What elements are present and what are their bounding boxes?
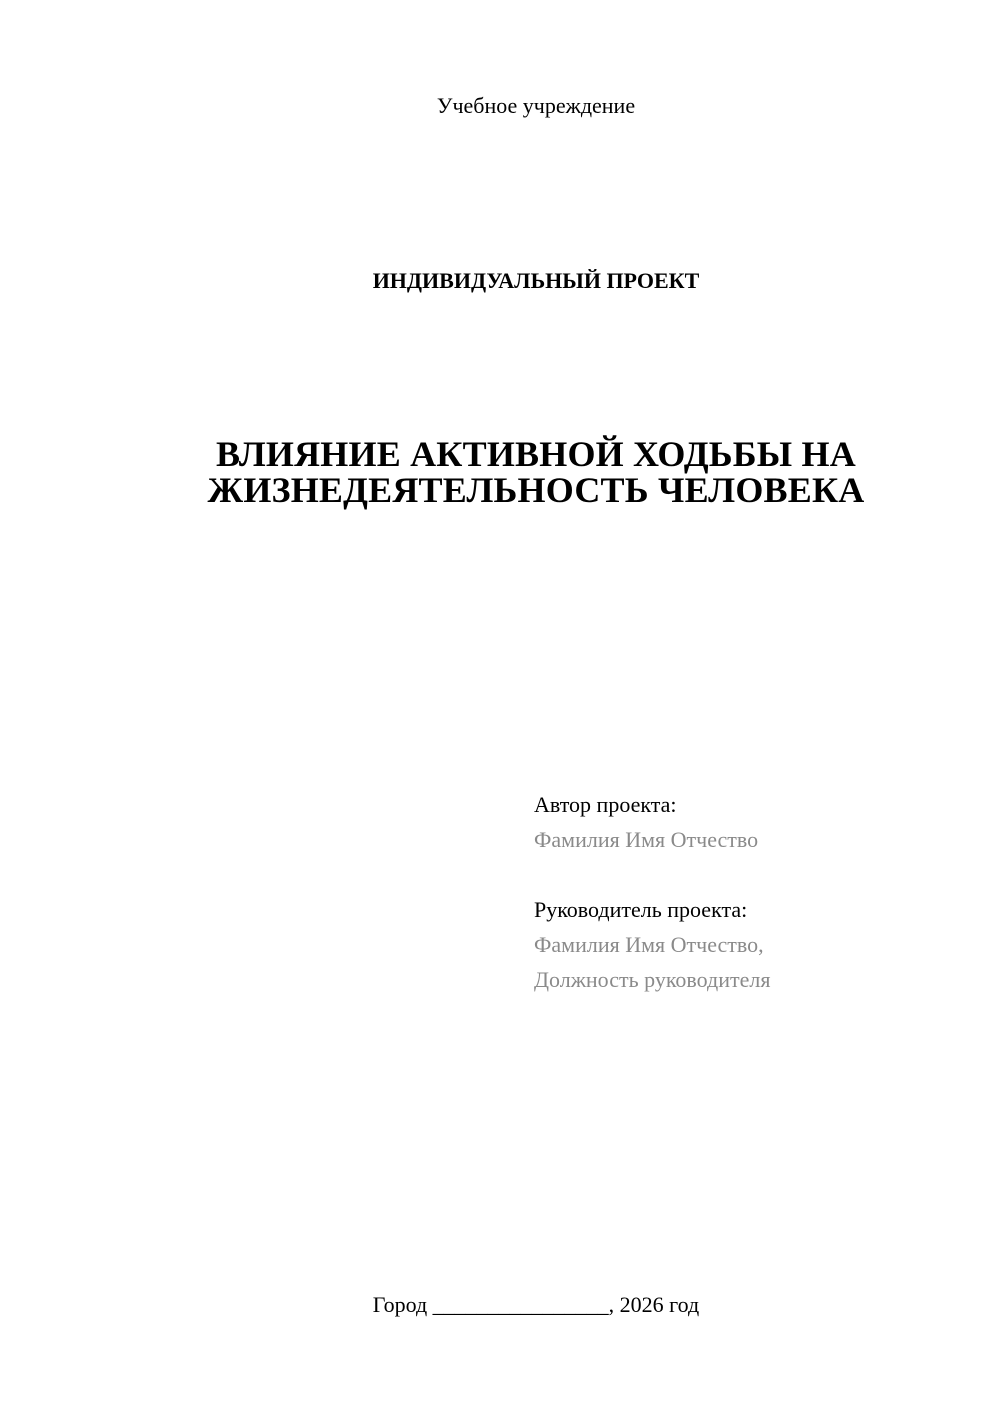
- city-year-line: Город ________________, 2026 год: [372, 1292, 700, 1317]
- authors-block: [534, 787, 974, 997]
- supervisor-position-placeholder: Должность руководителя: [534, 967, 771, 992]
- document-type: ИНДИВИДУАЛЬНЫЙ ПРОЕКТ: [372, 268, 700, 293]
- supervisor-label: Руководитель проекта:: [534, 897, 748, 922]
- spacer: [534, 857, 974, 892]
- institution-name: Учебное учреждение: [436, 93, 636, 118]
- project-title: [0, 436, 1000, 508]
- supervisor-name-placeholder: Фамилия Имя Отчество,: [534, 932, 764, 957]
- author-name-placeholder: Фамилия Имя Отчество: [534, 827, 759, 852]
- project-title-line-2: ЖИЗНЕДЕЯТЕЛЬНОСТЬ ЧЕЛОВЕКА: [207, 470, 865, 510]
- project-title-line-1: ВЛИЯНИЕ АКТИВНОЙ ХОДЬБЫ НА: [216, 434, 856, 474]
- author-label: Автор проекта:: [534, 792, 677, 817]
